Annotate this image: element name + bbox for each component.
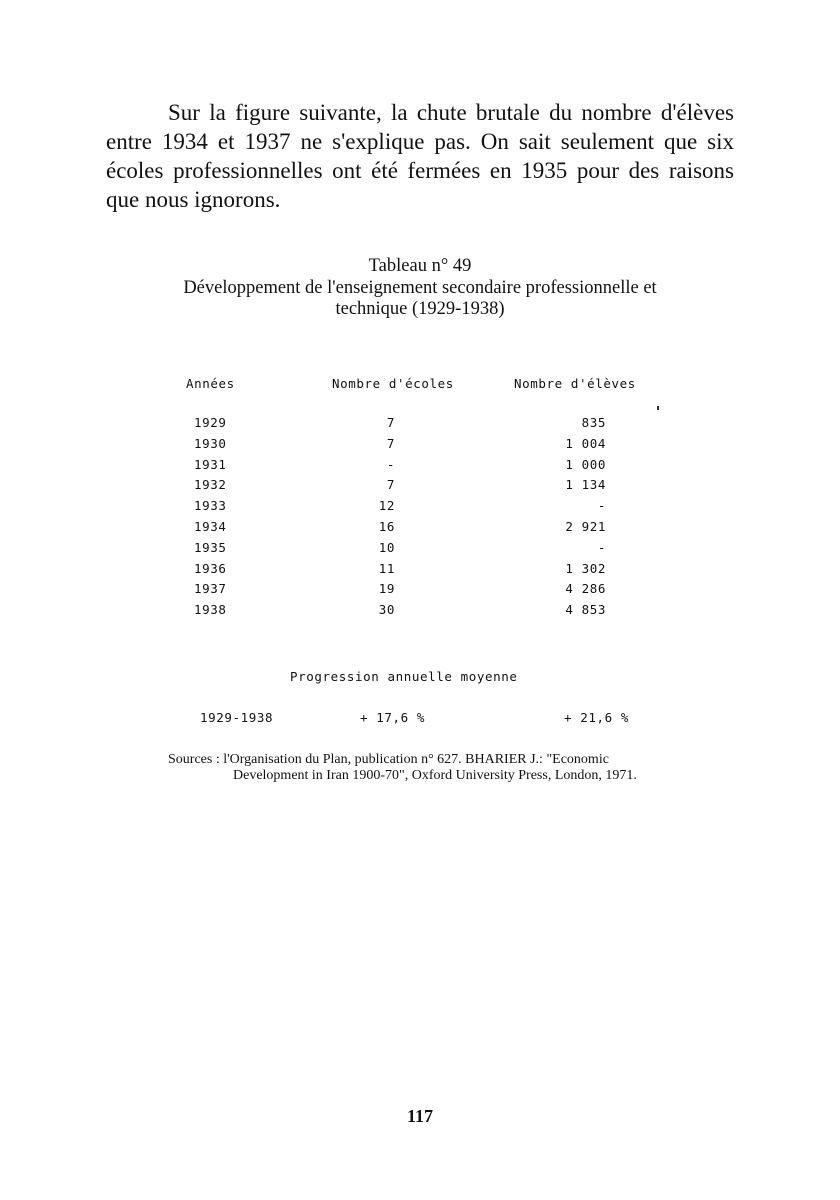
cell-ecoles: 19 [378,581,395,597]
cell-eleves: 4 286 [565,581,606,597]
column-header-ecoles: Nombre d'écoles [332,376,454,391]
column-header-eleves: Nombre d'élèves [514,376,636,391]
cell-ecoles: 11 [378,560,395,576]
cell-eleves: 1 000 [565,456,606,472]
table-body [0,415,840,623]
table-row [0,540,840,561]
intro-paragraph [106,98,734,214]
cell-year: 1938 [194,602,227,618]
progression-eleves: + 21,6 % [564,710,630,725]
intro-text: Sur la figure suivante, la chute brutale du nombre d'élèves entre 1934 et 1937 ne s'explique pas. On sait seulement que six écoles professionnelles ont été fermées en 1935 pour des raisons que nous ignorons. [106,100,734,212]
page-number: 117 [406,1106,433,1126]
table-row [0,581,840,602]
cell-year: 1937 [194,581,227,597]
sources-line2: Development in Iran 1900-70", Oxford University Press, London, 1971. [233,768,637,783]
table-row [0,457,840,478]
sources-line1: Sources : l'Organisation du Plan, publication n° 627. BHARIER J.: "Economic [168,752,609,767]
column-header-year: Années [186,376,235,391]
cell-ecoles: 7 [386,477,395,493]
cell-year: 1934 [194,518,227,534]
table-row [0,561,840,582]
progression-period: 1929-1938 [200,710,274,725]
table-row [0,477,840,498]
cell-eleves: - [597,498,606,514]
cell-year: 1936 [194,560,227,576]
sources-note [168,752,738,784]
cell-eleves: 4 853 [565,602,606,618]
cell-ecoles: 10 [378,539,395,555]
cell-eleves: - [597,539,606,555]
table-row [0,415,840,436]
cell-ecoles: - [386,456,395,472]
cell-year: 1932 [194,477,227,493]
cell-year: 1935 [194,539,227,555]
cell-eleves: 835 [581,415,606,430]
table-row [0,498,840,519]
cell-year: 1929 [194,415,227,430]
cell-ecoles: 12 [378,498,395,514]
cell-ecoles: 7 [386,415,395,430]
cell-year: 1933 [194,498,227,514]
cell-eleves: 1 302 [565,560,606,576]
cell-eleves: 1 134 [565,477,606,493]
table-row [0,602,840,623]
table-number: Tableau n° 49 [368,256,472,276]
table-row [0,519,840,540]
cell-eleves: 1 004 [565,435,606,451]
scan-speck [657,406,659,410]
table-row [0,436,840,457]
cell-year: 1931 [194,456,227,472]
cell-ecoles: 30 [378,602,395,618]
cell-ecoles: 7 [386,435,395,451]
progression-title: Progression annuelle moyenne [290,669,518,684]
table-title-line2: technique (1929-1938) [335,299,505,319]
table-title-line1: Développement de l'enseignement secondaire professionnelle et [183,278,657,298]
cell-year: 1930 [194,435,227,451]
cell-ecoles: 16 [378,518,395,534]
progression-ecoles: + 17,6 % [360,710,426,725]
cell-eleves: 2 921 [565,518,606,534]
